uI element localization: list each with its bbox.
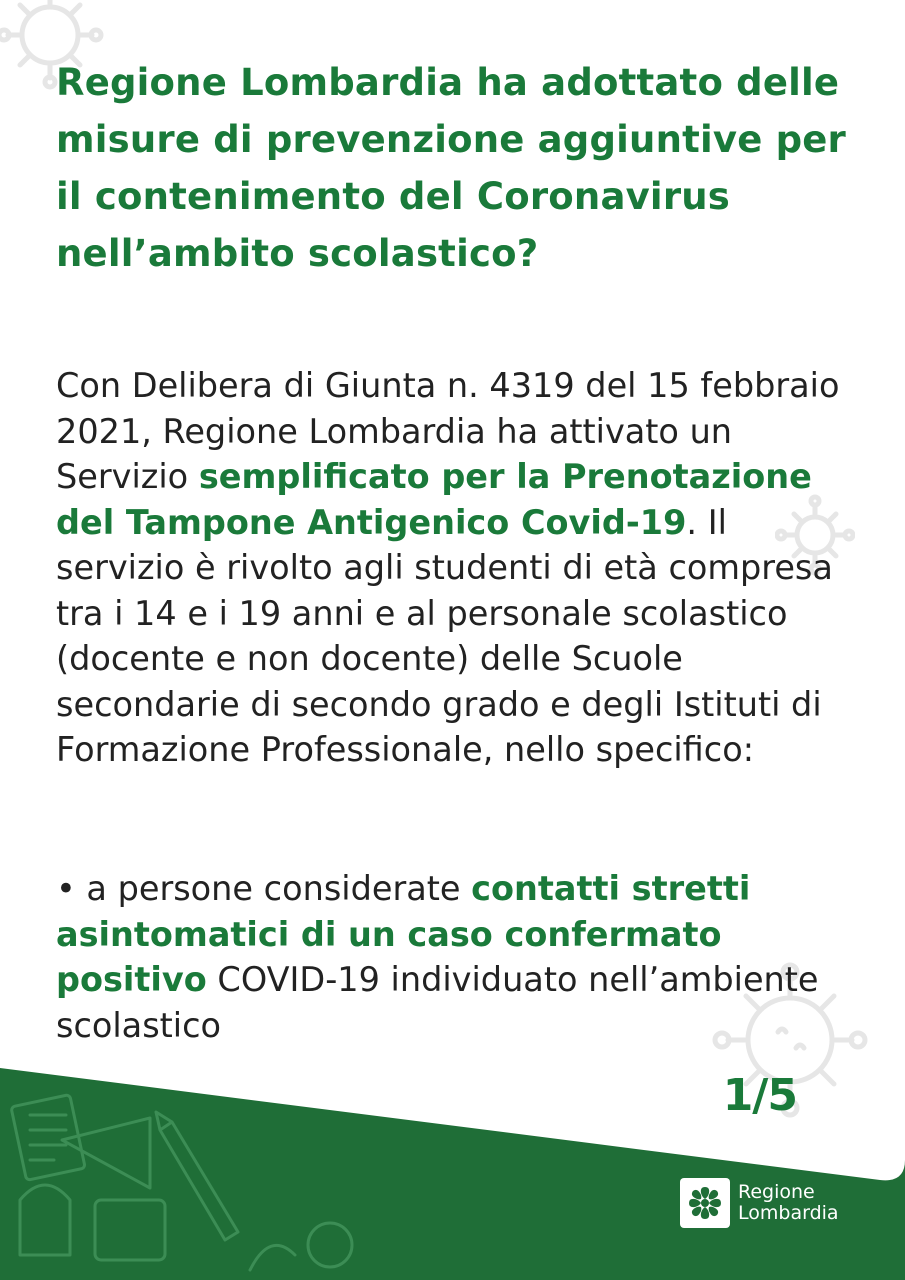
bullet-highlight: contatti stretti asintomatici di un caso confermato positivo: [56, 869, 751, 999]
bullet-text-start: • a persone considerate: [56, 869, 472, 908]
regione-lombardia-logo: [680, 1178, 839, 1228]
intro-highlight: semplificato per la Prenotazione del Tampone Antigenico Covid-19: [56, 457, 812, 542]
intro-text-start: Con Delibera di Giunta n. 4319 del 15 febbraio 2021, Regione Lombardia ha attivato un Servizio: [56, 366, 840, 496]
logo-wordmark: [738, 1182, 839, 1224]
logo-line-2: Lombardia: [738, 1202, 839, 1224]
page-counter: 1/5: [722, 1070, 797, 1121]
intro-text-end: . Il servizio è rivolto agli studenti di età compresa tra i 14 e i 19 anni e al personale scolastico (docente e non docente) delle Scuole secondarie di secondo grado e degli Istituti di Formazione Professionale, nello specifico:: [56, 502, 833, 769]
logo-line-1: Regione: [738, 1181, 815, 1203]
regione-lombardia-logo-icon: [680, 1178, 730, 1228]
page-title: Regione Lombardia ha adottato delle misure di prevenzione aggiuntive per il contenimento del Coronavirus nell’ambito scolastico?: [56, 61, 846, 275]
bullet-text-end: COVID-19 individuato nell’ambiente scolastico: [56, 960, 819, 1045]
